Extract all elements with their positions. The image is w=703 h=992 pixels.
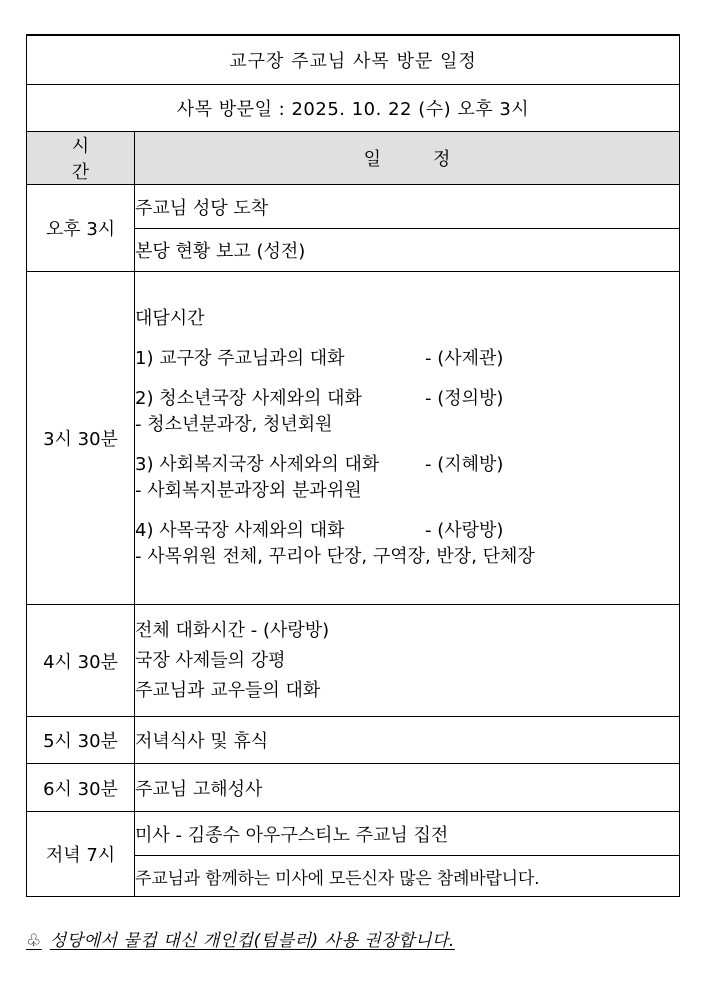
schedule-item: 본당 현황 보고 (성전) <box>135 229 680 272</box>
schedule-table <box>26 34 680 897</box>
schedule-item: 저녁식사 및 휴식 <box>135 717 680 764</box>
session-sub: - 사목위원 전체, 꾸리아 단장, 구역장, 반장, 단체장 <box>135 546 535 567</box>
club-icon: ♧ <box>26 931 42 951</box>
time-cell: 5시 30분 <box>27 717 135 764</box>
time-cell: 3시 30분 <box>27 272 135 605</box>
dialogue-block <box>135 272 680 605</box>
page-title: 교구장 주교님 사목 방문 일정 <box>27 35 680 85</box>
session-line: 1) 교구장 주교님과의 대화 - (사제관) <box>135 348 504 369</box>
footer-note <box>26 926 455 951</box>
header-time: 시간 <box>27 132 135 185</box>
time-cell: 저녁 7시 <box>27 812 135 897</box>
schedule-item: 미사 - 김종수 아우구스티노 주교님 집전 <box>135 812 680 856</box>
table-row <box>27 812 680 856</box>
time-cell: 6시 30분 <box>27 764 135 812</box>
schedule-item: 전체 대화시간 - (사랑방) 국장 사제들의 강평 주교님과 교우들의 대화 <box>135 605 680 717</box>
session-line: 3) 사회복지국장 사제와의 대화 - (지혜방) <box>135 454 504 475</box>
schedule-item: 주교님과 함께하는 미사에 모든신자 많은 참례바랍니다. <box>135 856 680 897</box>
table-row <box>27 272 680 605</box>
time-cell: 4시 30분 <box>27 605 135 717</box>
table-header <box>27 132 680 185</box>
schedule-item: 주교님 고해성사 <box>135 764 680 812</box>
time-cell: 오후 3시 <box>27 185 135 272</box>
visit-date: 사목 방문일 : 2025. 10. 22 (수) 오후 3시 <box>27 85 680 132</box>
header-schedule: 일정 <box>135 132 680 185</box>
schedule-item: 주교님 성당 도착 <box>135 185 680 229</box>
table-row <box>27 605 680 717</box>
session-line: 4) 사목국장 사제와의 대화 - (사랑방) <box>135 520 504 541</box>
session-sub: - 사회복지분과장외 분과위원 <box>135 480 362 501</box>
table-row <box>27 717 680 764</box>
dialogue-heading: 대담시간 <box>135 308 205 329</box>
session-line: 2) 청소년국장 사제와의 대화 - (정의방) <box>135 388 504 409</box>
note-text: 성당에서 물컵 대신 개인컵(텀블러) 사용 권장합니다. <box>49 931 455 951</box>
session-sub: - 청소년분과장, 청년회원 <box>135 414 333 435</box>
table-row <box>27 764 680 812</box>
table-row <box>27 185 680 229</box>
